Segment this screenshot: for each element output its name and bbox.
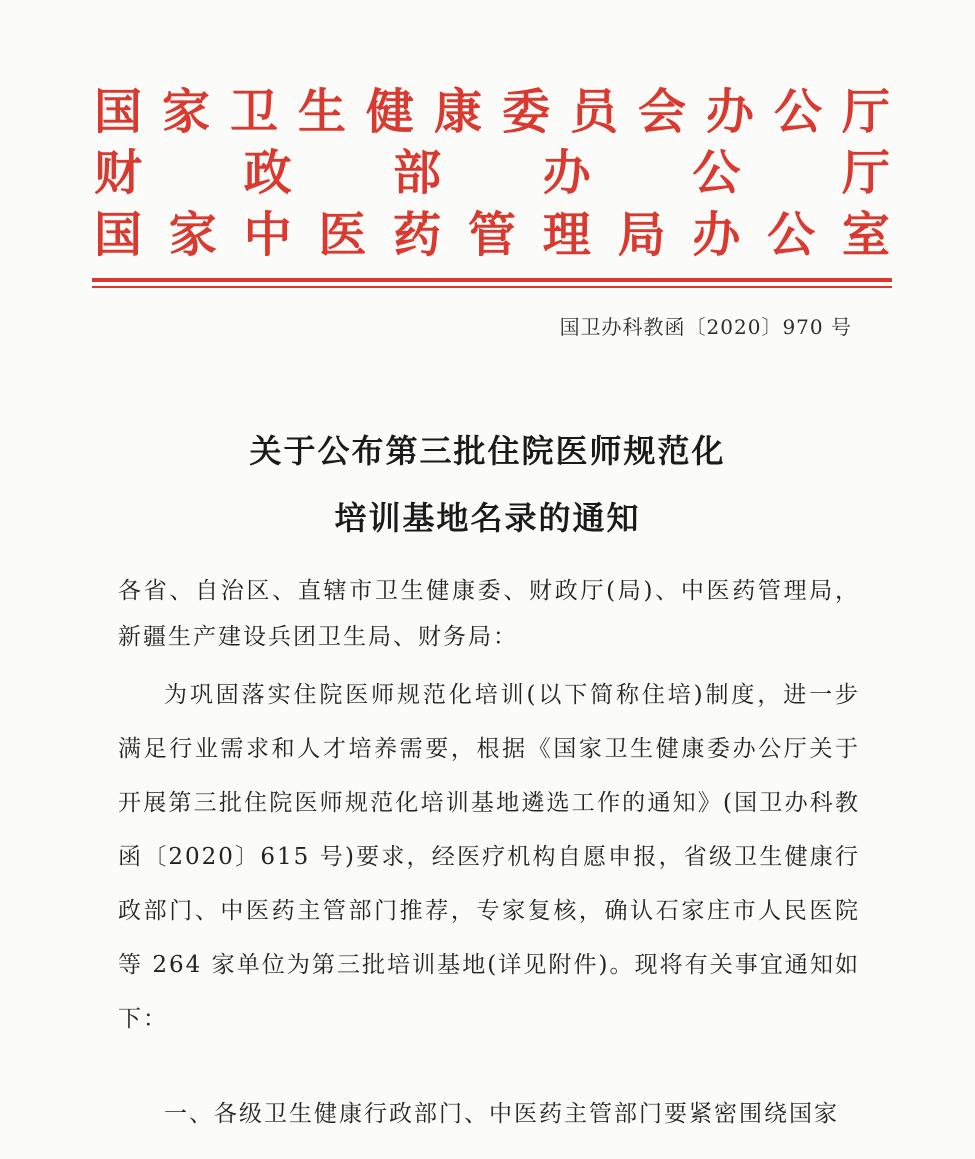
letterhead-char: 员 [569, 84, 618, 140]
letterhead-char: 国 [93, 84, 142, 140]
letterhead-char: 医 [318, 207, 367, 263]
letterhead-char: 部 [393, 145, 442, 201]
letterhead-char: 国 [93, 207, 142, 263]
letterhead-char: 健 [365, 84, 414, 140]
letterhead-char: 公 [767, 207, 816, 263]
letterhead-char: 政 [243, 145, 292, 201]
letterhead-char: 家 [168, 207, 217, 263]
letterhead-char: 家 [161, 84, 210, 140]
letterhead-char: 会 [637, 84, 686, 140]
letterhead-char: 办 [705, 84, 754, 140]
letterhead-char: 局 [617, 207, 666, 263]
letterhead-char: 康 [433, 84, 482, 140]
letterhead-char: 厅 [841, 145, 890, 201]
body-paragraph: 为巩固落实住院医师规范化培训(以下简称住培)制度，进一步满足行业需求和人才培养需要，根据《国家卫生健康委办公厅关于开展第三批住院医师规范化培训基地遴选工作的通知》(国卫办科教函〔2020〕615 号)要求，经医疗机构自愿申报，省级卫生健康行政部门、中医药主管部门推荐，专家复核，确认石家庄市人民医院等 264 家单位为第三批培训基地(详见附件)。现将有关事宜通知如下： [118, 682, 860, 1032]
letterhead-char: 厅 [841, 84, 890, 140]
letterhead-divider-thin [92, 286, 892, 288]
letterhead-char: 办 [542, 145, 591, 201]
addressee-paragraph: 各省、自治区、直辖市卫生健康委、财政厅(局)、中医药管理局，新疆生产建设兵团卫生局、财务局： [118, 578, 860, 650]
letterhead-char: 中 [243, 207, 292, 263]
letterhead-char: 室 [841, 207, 890, 263]
letterhead-char: 委 [501, 84, 550, 140]
letterhead-char: 办 [692, 207, 741, 263]
document-number: 国卫办科教函〔2020〕970 号 [559, 315, 852, 339]
letterhead-char: 管 [467, 207, 516, 263]
document-title-line-2: 培训基地名录的通知 [334, 499, 641, 537]
item-1-paragraph: 一、各级卫生健康行政部门、中医药主管部门要紧密围绕国家 [164, 1101, 839, 1127]
letterhead-char: 卫 [229, 84, 278, 140]
letterhead-char: 理 [542, 207, 591, 263]
letterhead-char: 公 [692, 145, 741, 201]
letterhead-divider-thick [92, 278, 892, 282]
letterhead-char: 财 [93, 145, 142, 201]
letterhead-char: 生 [297, 84, 346, 140]
letterhead-char: 药 [393, 207, 442, 263]
letterhead-char: 公 [773, 84, 822, 140]
letterhead-line-3 [92, 199, 892, 271]
document-title-line-1: 关于公布第三批住院医师规范化 [249, 432, 726, 470]
